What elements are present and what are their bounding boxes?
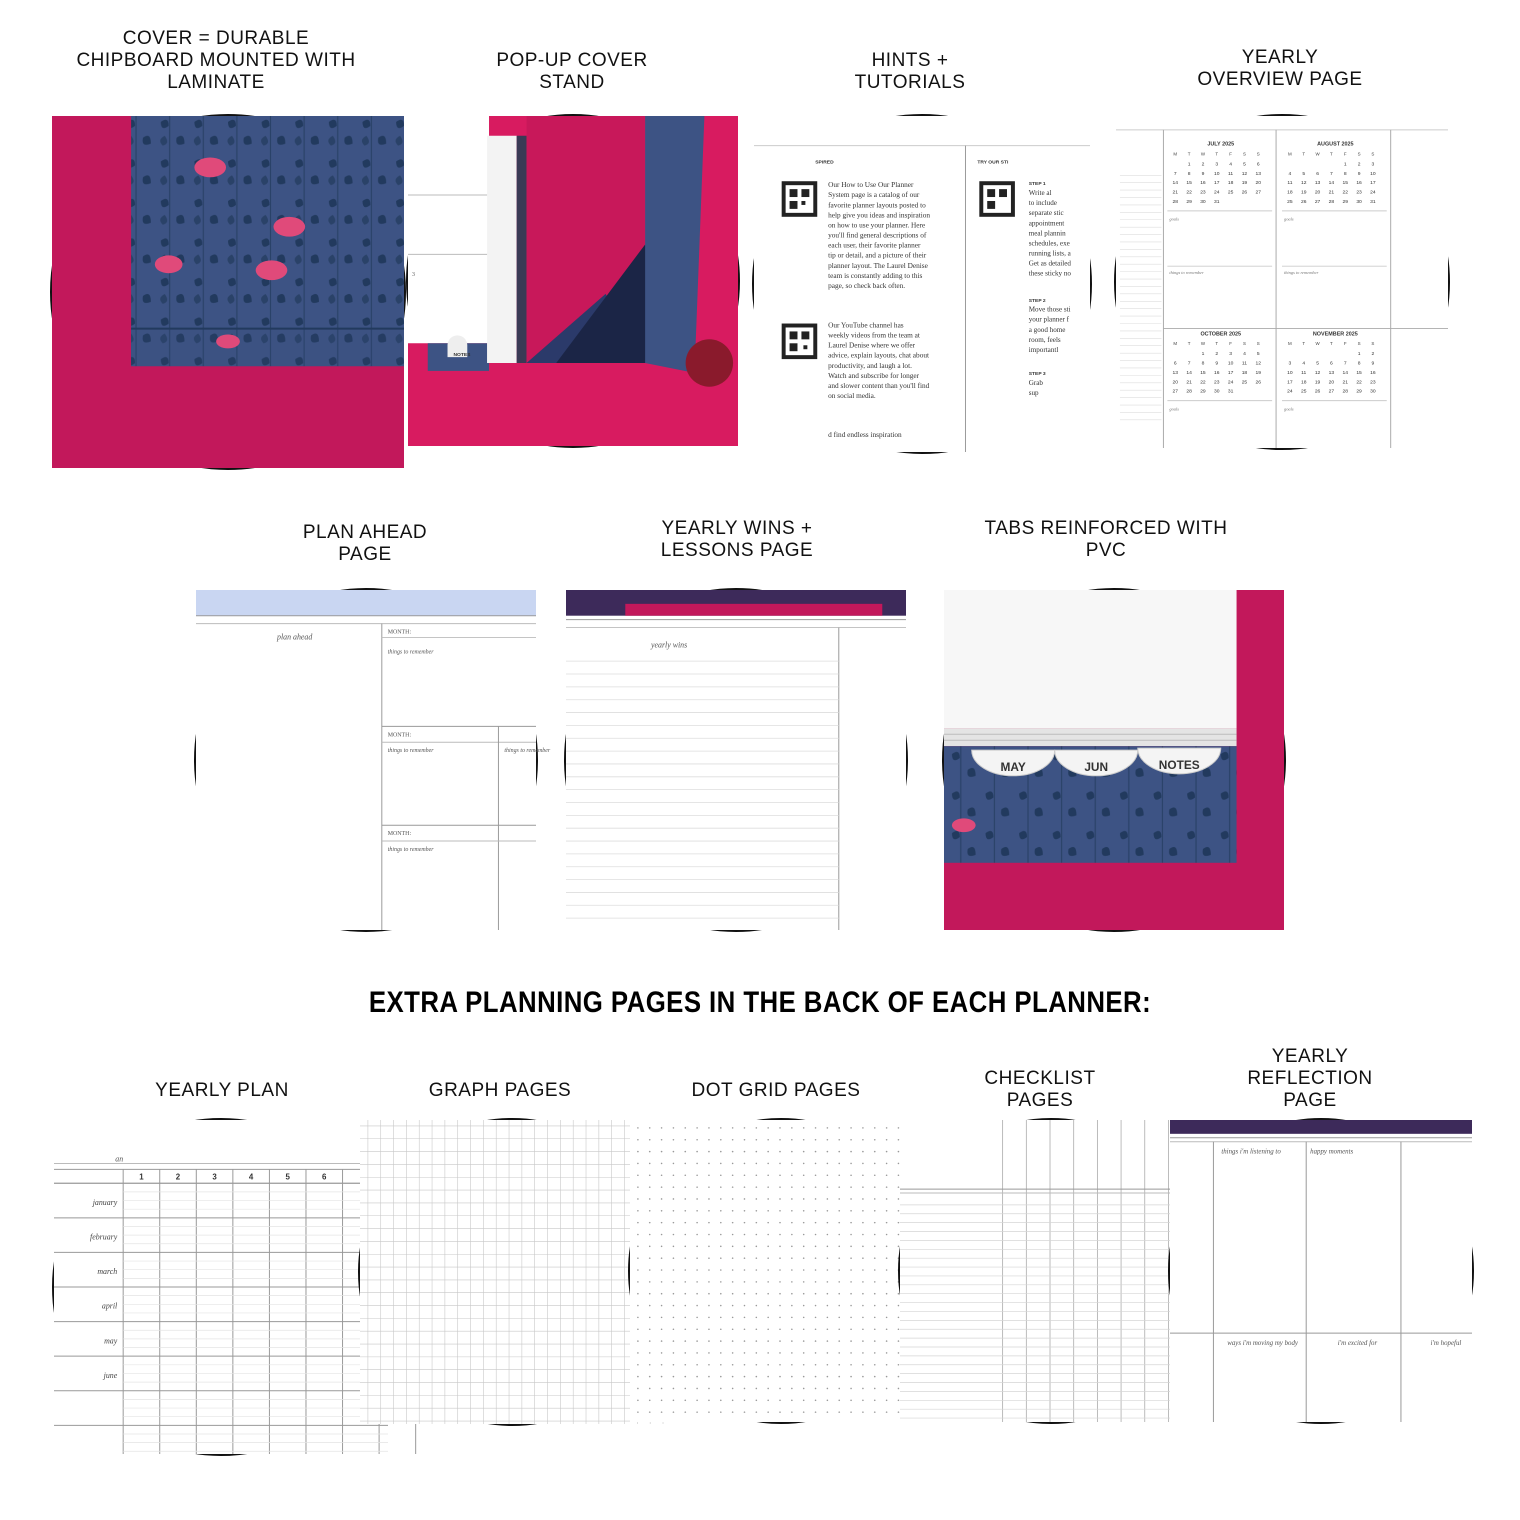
overview-day: 27 <box>1328 389 1335 395</box>
overview-day: 27 <box>1255 190 1262 196</box>
caption-yearly-overview: YEARLY OVERVIEW PAGE <box>1197 47 1363 90</box>
overview-day: 24 <box>1227 380 1234 386</box>
yearly-wins-circle <box>564 588 908 932</box>
overview-day: 3 <box>1288 361 1292 367</box>
tab-label-notes: NOTES <box>1158 757 1200 772</box>
overview-day: 13 <box>1255 171 1262 177</box>
overview-day: 5 <box>1256 352 1260 358</box>
overview-day: 20 <box>1172 380 1179 386</box>
overview-day: 29 <box>1186 199 1192 205</box>
yearly-plan-column-header: 3 <box>212 1172 217 1182</box>
overview-day: 29 <box>1342 199 1348 205</box>
tab-label-may: MAY <box>1000 759 1026 774</box>
yearly-plan-page <box>54 1120 388 1454</box>
overview-day: 4 <box>1229 162 1232 168</box>
reflection-prompt-listening: things i'm listening to <box>1221 1148 1281 1156</box>
overview-day: 19 <box>1255 370 1262 376</box>
overview-day: 11 <box>1228 171 1234 177</box>
overview-day: 6 <box>1173 361 1177 367</box>
overview-weekday: S <box>1242 341 1246 347</box>
caption-yearly-wins: YEARLY WINS + LESSONS PAGE <box>660 518 814 561</box>
cover-illustration <box>52 116 404 468</box>
overview-day: 19 <box>1314 380 1321 386</box>
overview-goals-label: goals <box>1169 406 1179 412</box>
overview-day: 28 <box>1186 389 1192 395</box>
overview-weekday: S <box>1256 341 1260 347</box>
hints-step1-line: separate stic <box>1028 209 1064 218</box>
hints-section-stickers: TRY OUR STI <box>977 160 1009 166</box>
overview-day: 20 <box>1255 181 1262 187</box>
hints-step2-line: room, feels <box>1028 335 1061 344</box>
reflection-circle <box>1168 1118 1474 1424</box>
overview-day: 24 <box>1287 389 1293 395</box>
overview-day: 13 <box>1314 181 1321 187</box>
graph-page <box>360 1120 664 1424</box>
tab-label-jun: JUN <box>1084 759 1109 774</box>
hints-para2-line: advice, explain layouts, chat about <box>828 350 930 360</box>
yearly-plan-circle <box>52 1118 390 1456</box>
reflection-page <box>1170 1120 1472 1422</box>
overview-goals-label: goals <box>1283 216 1294 222</box>
overview-day: 17 <box>1370 181 1376 187</box>
graph-circle <box>358 1118 666 1426</box>
overview-day: 6 <box>1330 361 1333 367</box>
hints-section-inspired: SPIRED <box>815 160 834 166</box>
qr-code-1 <box>782 181 818 217</box>
overview-day: 10 <box>1214 171 1220 177</box>
overview-day: 26 <box>1314 389 1321 395</box>
hints-paragraph-planner-system <box>828 180 930 290</box>
hints-step1-line: schedules, exe <box>1028 239 1070 248</box>
overview-day: 31 <box>1214 199 1220 205</box>
plan-ahead-month-3: MONTH: <box>387 831 412 838</box>
overview-month-name: OCTOBER 2025 <box>1200 331 1242 338</box>
hints-para1-line: team is constantly adding to this <box>828 270 923 280</box>
overview-day: 1 <box>1187 162 1191 168</box>
reflection-prompt-moving: ways i'm moving my body <box>1227 1340 1299 1348</box>
overview-day: 4 <box>1288 171 1292 177</box>
overview-day: 2 <box>1201 162 1205 168</box>
hints-para1-line: help give you ideas and inspiration <box>828 210 931 220</box>
overview-day: 12 <box>1241 171 1248 177</box>
plan-ahead-remember-2b: things to remember <box>504 748 551 755</box>
yearly-overview-circle <box>1114 114 1450 450</box>
hints-para1-line: page, so check back often. <box>828 280 906 290</box>
overview-day: 30 <box>1200 199 1206 205</box>
overview-weekday: S <box>1371 341 1375 347</box>
overview-weekday: T <box>1187 151 1191 157</box>
caption-dot-grid: DOT GRID PAGES <box>691 1080 861 1101</box>
overview-day: 28 <box>1172 199 1179 205</box>
overview-day: 18 <box>1241 370 1248 376</box>
hints-step1-line: running lists, a <box>1028 249 1071 258</box>
overview-day: 2 <box>1371 352 1375 358</box>
overview-day: 10 <box>1287 370 1293 376</box>
reflection-prompt-excited: i'm excited for <box>1337 1340 1378 1348</box>
overview-day: 14 <box>1186 370 1192 376</box>
overview-weekday: M <box>1173 341 1178 347</box>
overview-weekday: S <box>1256 151 1260 157</box>
caption-plan-ahead: PLAN AHEAD PAGE <box>302 522 428 565</box>
hints-para2-line: on social media. <box>828 391 876 401</box>
overview-day: 18 <box>1227 181 1234 187</box>
hints-paragraph-inspiration: d find endless inspiration <box>828 430 902 440</box>
yearly-plan-month-label: january <box>92 1197 118 1207</box>
overview-weekday: T <box>1215 341 1219 347</box>
overview-day: 22 <box>1342 190 1348 196</box>
overview-day: 25 <box>1300 389 1307 395</box>
hints-step1-line: these sticky no <box>1028 269 1071 278</box>
extra-pages-heading: EXTRA PLANNING PAGES IN THE BACK OF EACH PLANNER: <box>368 986 1152 1019</box>
overview-day: 11 <box>1287 181 1293 187</box>
hints-circle <box>752 114 1092 454</box>
hints-para2-line: and slower content than you'll find <box>828 380 930 390</box>
overview-day: 29 <box>1356 389 1362 395</box>
overview-day: 2 <box>1357 162 1361 168</box>
yearly-plan-month-label: june <box>103 1370 118 1380</box>
overview-weekday: W <box>1315 151 1320 157</box>
overview-day: 31 <box>1370 199 1376 205</box>
overview-day: 10 <box>1370 171 1376 177</box>
stand-tab-label: NOTES <box>453 353 471 359</box>
overview-day: 26 <box>1241 190 1248 196</box>
overview-day: 27 <box>1314 199 1321 205</box>
hints-para1-line: you'll find general descriptions of <box>828 230 927 240</box>
overview-day: 8 <box>1343 171 1347 177</box>
overview-day: 5 <box>1243 162 1246 168</box>
hints-step3-line: Grab <box>1028 378 1043 387</box>
yearly-plan-column-header: 2 <box>175 1172 181 1182</box>
yearly-plan-column-header: 6 <box>322 1172 327 1182</box>
overview-day: 12 <box>1300 181 1307 187</box>
overview-day: 18 <box>1287 190 1293 196</box>
overview-weekday: F <box>1229 151 1232 157</box>
plan-ahead-remember-2: things to remember <box>387 748 434 755</box>
overview-day: 9 <box>1215 361 1219 367</box>
stand-circle <box>406 114 740 448</box>
overview-day: 9 <box>1201 171 1205 177</box>
overview-day: 31 <box>1227 389 1234 395</box>
overview-day: 14 <box>1328 181 1335 187</box>
overview-month-name: NOVEMBER 2025 <box>1312 331 1358 338</box>
hints-para1-line: on how to use your planner. Here <box>828 220 926 230</box>
overview-weekday: M <box>1288 341 1292 347</box>
overview-month-name: AUGUST 2025 <box>1317 141 1354 148</box>
hints-step-1: STEP 1 <box>1028 182 1046 188</box>
hints-para1-line: System page is a catalog of our <box>828 190 920 200</box>
overview-day: 7 <box>1187 361 1191 367</box>
overview-weekday: S <box>1242 151 1246 157</box>
yearly-wins-title: yearly wins <box>651 640 688 650</box>
overview-month-name: JULY 2025 <box>1207 141 1235 148</box>
hints-para2-line: Our YouTube channel has <box>828 320 904 330</box>
yearly-plan-month-label: april <box>101 1301 118 1311</box>
overview-day: 21 <box>1186 380 1192 386</box>
overview-day: 23 <box>1200 190 1206 196</box>
overview-day: 7 <box>1173 171 1177 177</box>
plan-ahead-month-1: MONTH: <box>387 629 412 636</box>
overview-day: 24 <box>1214 190 1220 196</box>
overview-weekday: T <box>1330 151 1333 157</box>
overview-day: 6 <box>1256 162 1260 168</box>
caption-cover: COVER = DURABLE CHIPBOARD MOUNTED WITH LAMINATE <box>76 28 356 93</box>
overview-day: 12 <box>1314 370 1321 376</box>
overview-weekday: F <box>1229 341 1232 347</box>
yearly-plan-month-label: may <box>104 1336 118 1346</box>
overview-day: 15 <box>1200 370 1206 376</box>
overview-weekday: T <box>1187 341 1191 347</box>
overview-day: 29 <box>1200 389 1206 395</box>
plan-ahead-remember-3: things to remember <box>387 846 434 853</box>
hints-page <box>754 116 1090 452</box>
overview-day: 26 <box>1300 199 1307 205</box>
overview-day: 16 <box>1214 370 1220 376</box>
overview-weekday: M <box>1173 151 1178 157</box>
caption-tabs: TABS REINFORCED WITH PVC <box>984 518 1228 561</box>
overview-day: 7 <box>1330 171 1333 177</box>
dot-grid-circle <box>628 1118 934 1424</box>
hints-para2-line: Laurel Denise where we offer <box>828 340 916 350</box>
overview-weekday: T <box>1302 341 1306 347</box>
yearly-plan-title: an <box>115 1154 124 1164</box>
tabs-circle <box>942 588 1286 932</box>
overview-day: 21 <box>1328 190 1335 196</box>
overview-day: 30 <box>1214 389 1220 395</box>
overview-day: 20 <box>1314 190 1321 196</box>
qr-code-2 <box>782 324 818 360</box>
caption-checklist: CHECKLIST PAGES <box>984 1068 1096 1111</box>
hints-step1-line: Write al <box>1028 189 1052 198</box>
hints-step-2: STEP 2 <box>1028 298 1046 304</box>
yearly-wins-page <box>566 590 906 930</box>
reflection-prompt-hopeful: i'm hopeful <box>1430 1340 1462 1348</box>
overview-day: 18 <box>1300 380 1307 386</box>
stand-illustration <box>408 116 738 446</box>
overview-day: 22 <box>1186 190 1192 196</box>
hints-step1-line: to include <box>1028 199 1057 208</box>
overview-remember-label: things to remember <box>1169 270 1204 276</box>
overview-day: 21 <box>1342 380 1348 386</box>
svg-text:3: 3 <box>411 272 415 279</box>
overview-day: 8 <box>1201 361 1205 367</box>
yearly-plan-column-header: 1 <box>139 1172 144 1182</box>
yearly-plan-column-header: 4 <box>248 1172 254 1182</box>
overview-day: 12 <box>1255 361 1262 367</box>
overview-day: 1 <box>1357 352 1361 358</box>
overview-weekday: F <box>1343 341 1347 347</box>
overview-day: 14 <box>1172 181 1179 187</box>
hints-para2-line: weekly videos from the team at <box>828 330 920 340</box>
overview-weekday: S <box>1357 341 1361 347</box>
overview-day: 19 <box>1241 181 1248 187</box>
hints-para1-line: Our How to Use Our Planner <box>828 180 914 190</box>
overview-weekday: T <box>1215 151 1219 157</box>
hints-step1-line: meal plannin <box>1028 229 1066 238</box>
overview-day: 16 <box>1370 370 1376 376</box>
yearly-plan-column-header: 5 <box>285 1172 290 1182</box>
overview-weekday: S <box>1371 151 1375 157</box>
overview-day: 19 <box>1300 190 1307 196</box>
hints-para1-line: each user, their favorite planner <box>828 240 921 250</box>
caption-yearly-plan: YEARLY PLAN <box>155 1080 289 1101</box>
hints-step2-line: importantl <box>1028 345 1059 354</box>
yearly-overview-page <box>1116 116 1448 448</box>
overview-day: 3 <box>1371 162 1375 168</box>
overview-day: 14 <box>1342 370 1348 376</box>
overview-day: 15 <box>1342 181 1348 187</box>
overview-day: 8 <box>1357 361 1361 367</box>
overview-day: 15 <box>1356 370 1362 376</box>
hints-step-3: STEP 3 <box>1028 371 1046 377</box>
overview-day: 17 <box>1287 380 1293 386</box>
overview-day: 20 <box>1328 380 1335 386</box>
plan-ahead-page <box>196 590 551 930</box>
overview-weekday: W <box>1200 341 1206 347</box>
hints-para1-line: favorite planner layouts posted to <box>828 200 926 210</box>
overview-day: 16 <box>1356 181 1362 187</box>
caption-reflection: YEARLY REFLECTION PAGE <box>1247 1046 1373 1111</box>
overview-day: 25 <box>1287 199 1293 205</box>
overview-day: 13 <box>1328 370 1335 376</box>
overview-day: 10 <box>1227 361 1234 367</box>
overview-weekday: M <box>1288 151 1292 157</box>
overview-day: 15 <box>1186 181 1192 187</box>
overview-weekday: W <box>1200 151 1206 157</box>
overview-weekday: W <box>1315 341 1320 347</box>
overview-day: 24 <box>1370 190 1376 196</box>
hints-step1-line: Get as detailed <box>1028 259 1071 268</box>
overview-weekday: T <box>1302 151 1306 157</box>
overview-day: 28 <box>1328 199 1335 205</box>
cover-circle <box>50 114 406 470</box>
hints-step2-line: your planner f <box>1028 315 1070 324</box>
overview-day: 5 <box>1302 171 1306 177</box>
hints-step3-line: sup <box>1028 388 1039 397</box>
overview-day: 4 <box>1243 352 1246 358</box>
overview-day: 26 <box>1255 380 1262 386</box>
overview-day: 3 <box>1215 162 1219 168</box>
plan-ahead-month-2: MONTH: <box>387 732 412 739</box>
overview-day: 23 <box>1370 380 1376 386</box>
overview-weekday: T <box>1330 341 1333 347</box>
overview-goals-label: goals <box>1169 216 1179 222</box>
overview-day: 8 <box>1187 171 1191 177</box>
tabs-illustration <box>944 590 1284 930</box>
yearly-plan-month-label: february <box>90 1232 118 1242</box>
overview-weekday: S <box>1357 151 1361 157</box>
overview-day: 7 <box>1343 361 1347 367</box>
overview-day: 5 <box>1316 361 1319 367</box>
hints-para1-line: planner layout. The Laurel Denise <box>828 260 928 270</box>
overview-day: 30 <box>1356 199 1362 205</box>
overview-day: 22 <box>1356 380 1362 386</box>
caption-hints: HINTS + TUTORIALS <box>854 50 966 93</box>
overview-day: 4 <box>1302 361 1306 367</box>
hints-step2-line: a good home <box>1028 325 1066 334</box>
overview-goals-label: goals <box>1283 406 1294 412</box>
dot-grid-page <box>630 1120 932 1422</box>
hints-step1-line: appointment <box>1028 219 1065 228</box>
caption-graph-pages: GRAPH PAGES <box>428 1080 572 1101</box>
plan-ahead-circle <box>194 588 551 932</box>
overview-day: 21 <box>1172 190 1179 196</box>
overview-day: 9 <box>1357 171 1361 177</box>
overview-day: 11 <box>1241 361 1248 367</box>
overview-day: 11 <box>1301 370 1307 376</box>
overview-day: 16 <box>1200 181 1206 187</box>
qr-code-3 <box>979 181 1015 217</box>
overview-day: 27 <box>1172 389 1179 395</box>
reflection-prompt-happy: happy moments <box>1310 1148 1354 1156</box>
hints-step2-line: Move those sti <box>1028 305 1071 314</box>
overview-day: 25 <box>1227 190 1234 196</box>
hints-para2-line: Watch and subscribe for longer <box>828 370 920 380</box>
overview-day: 23 <box>1214 380 1220 386</box>
plan-ahead-title: plan ahead <box>277 632 313 642</box>
overview-day: 22 <box>1200 380 1206 386</box>
overview-day: 30 <box>1370 389 1376 395</box>
checklist-circle <box>898 1118 1204 1424</box>
overview-remember-label: things to remember <box>1283 270 1319 276</box>
checklist-page <box>900 1120 1202 1422</box>
overview-day: 2 <box>1215 352 1219 358</box>
overview-weekday: F <box>1343 151 1347 157</box>
overview-day: 17 <box>1227 370 1234 376</box>
overview-day: 28 <box>1342 389 1348 395</box>
overview-day: 13 <box>1172 370 1179 376</box>
caption-stand: POP-UP COVER STAND <box>496 50 648 93</box>
overview-day: 1 <box>1343 162 1347 168</box>
overview-day: 6 <box>1316 171 1319 177</box>
yearly-plan-month-label: march <box>97 1267 118 1277</box>
hints-para2-line: productivity, and laugh a lot. <box>828 360 912 370</box>
overview-day: 25 <box>1241 380 1248 386</box>
plan-ahead-remember-1: things to remember <box>387 649 434 656</box>
overview-day: 1 <box>1201 352 1205 358</box>
overview-day: 3 <box>1229 352 1232 358</box>
overview-day: 23 <box>1356 190 1362 196</box>
overview-day: 17 <box>1214 181 1220 187</box>
hints-para1-line: tip or detail, and a picture of their <box>828 250 927 260</box>
overview-day: 9 <box>1371 361 1375 367</box>
